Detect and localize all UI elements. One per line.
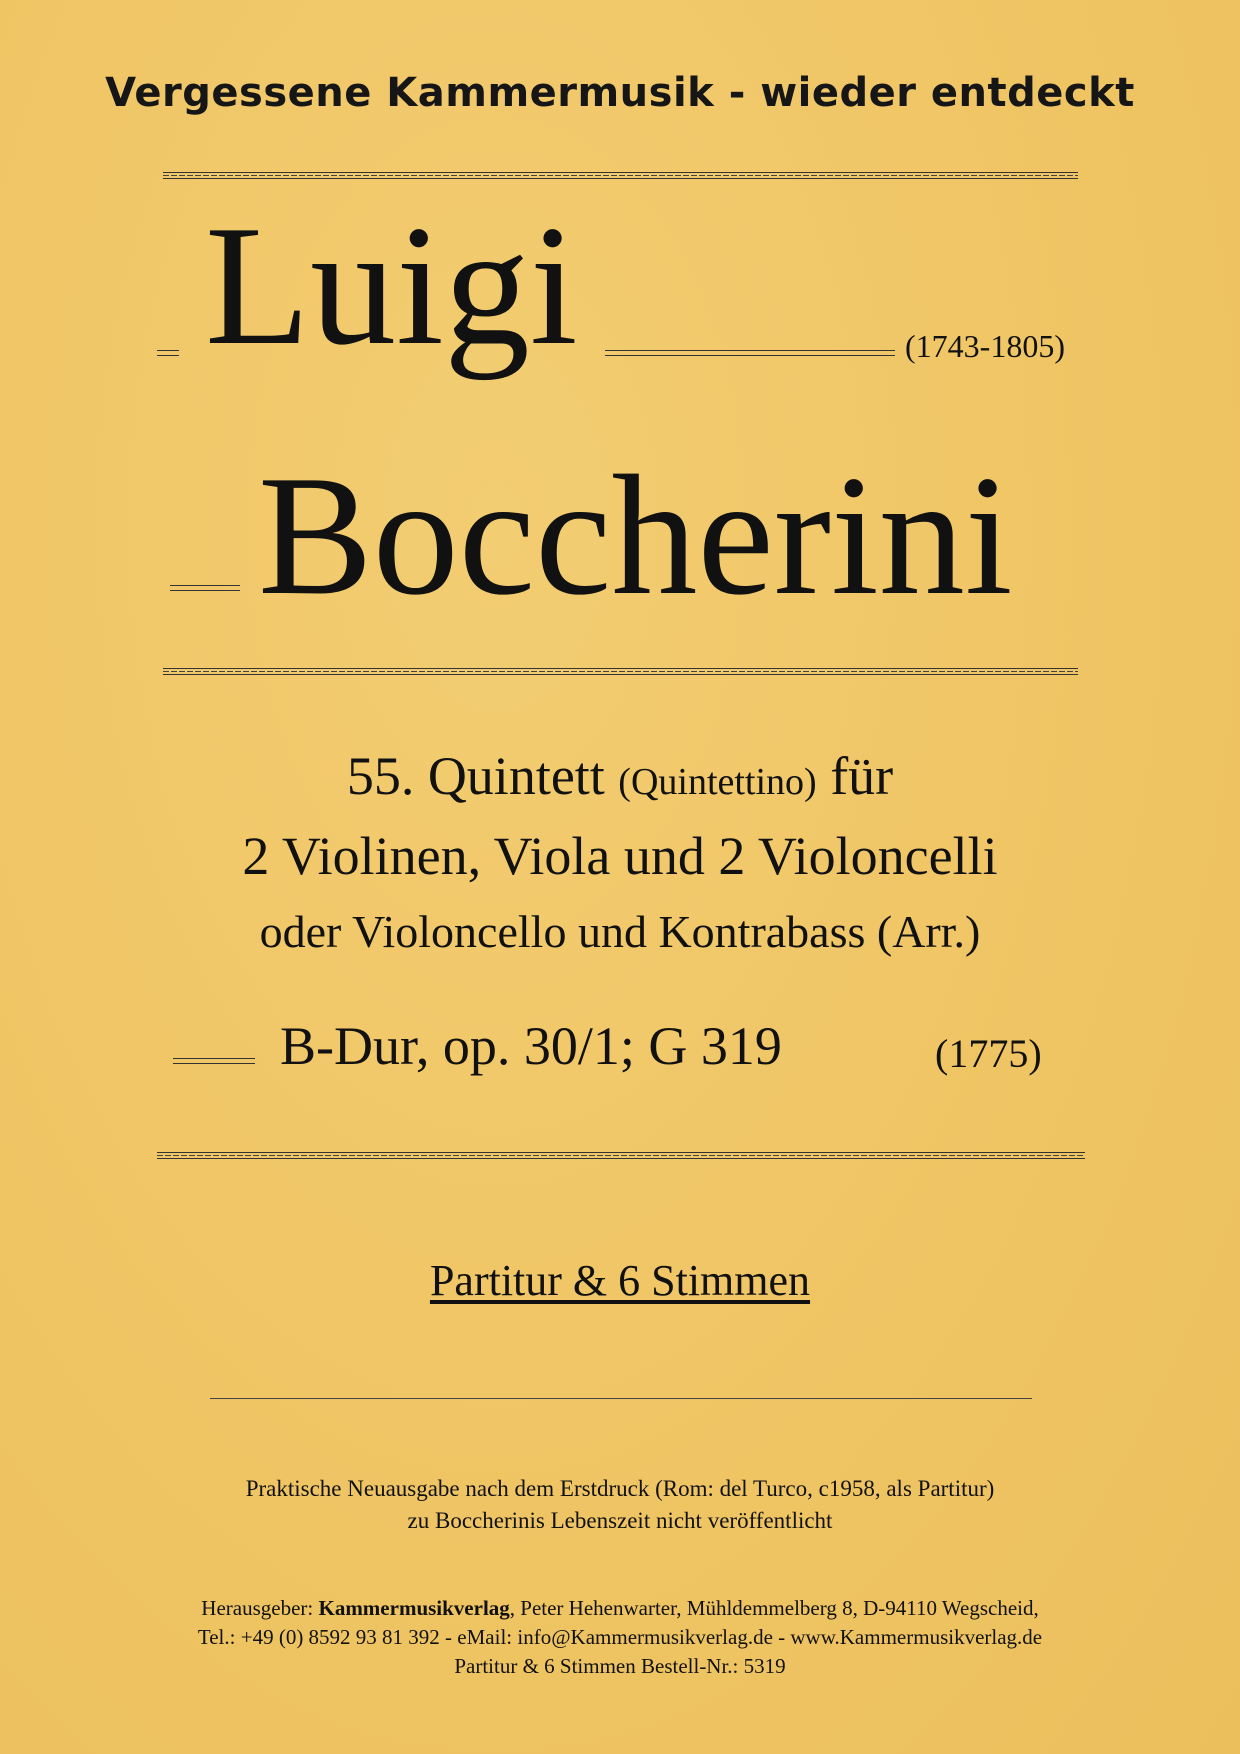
divider-top — [163, 172, 1078, 179]
series-title: Vergessene Kammermusik - wieder entdeckt — [105, 70, 1135, 116]
divider-thin — [210, 1398, 1032, 1399]
work-fuer: für — [830, 746, 894, 806]
publisher-label: Herausgeber: — [201, 1596, 314, 1620]
publisher-name: Kammermusikverlag — [318, 1596, 510, 1620]
divider-middle — [163, 668, 1078, 675]
work-instrumentation: 2 Violinen, Viola und 2 Violoncelli — [242, 826, 998, 886]
publisher-line — [0, 1596, 1240, 1621]
composer-first-name: Luigi — [205, 191, 578, 381]
edition-type: Partitur & 6 Stimmen — [429, 1256, 811, 1305]
note-line-1: Praktische Neuausgabe nach dem Erstdruck (Rom: del Turco, c1958, als Partitur) — [245, 1476, 995, 1501]
publisher-address: , Peter Hehenwarter, Mühldemmelberg 8, D-94110 Wegscheid, — [509, 1596, 1039, 1620]
composer-dates: (1743-1805) — [905, 328, 1065, 364]
dash-luigi-right — [605, 350, 895, 356]
divider-lower — [157, 1152, 1085, 1159]
work-alternative: oder Violoncello und Kontrabass (Arr.) — [259, 906, 981, 957]
dash-boccherini-left — [170, 585, 240, 591]
publisher-contact: Tel.: +49 (0) 8592 93 81 392 - eMail: info@Kammermusikverlag.de - www.Kammermusikverlag.de — [197, 1625, 1043, 1649]
work-number-title: 55. Quintett — [346, 746, 605, 806]
note-line-2: zu Boccherinis Lebenszeit nicht veröffentlicht — [407, 1508, 833, 1533]
publisher-order: Partitur & 6 Stimmen Bestell-Nr.: 5319 — [454, 1654, 786, 1678]
dash-key-left — [173, 1058, 255, 1064]
work-title — [0, 745, 1240, 807]
work-key-opus: B-Dur, op. 30/1; G 319 — [280, 1016, 782, 1076]
work-year: (1775) — [935, 1031, 1042, 1076]
composer-last-name: Boccherini — [258, 441, 1013, 631]
work-subtitle: (Quintettino) — [618, 761, 817, 803]
dash-luigi-left — [157, 350, 179, 356]
